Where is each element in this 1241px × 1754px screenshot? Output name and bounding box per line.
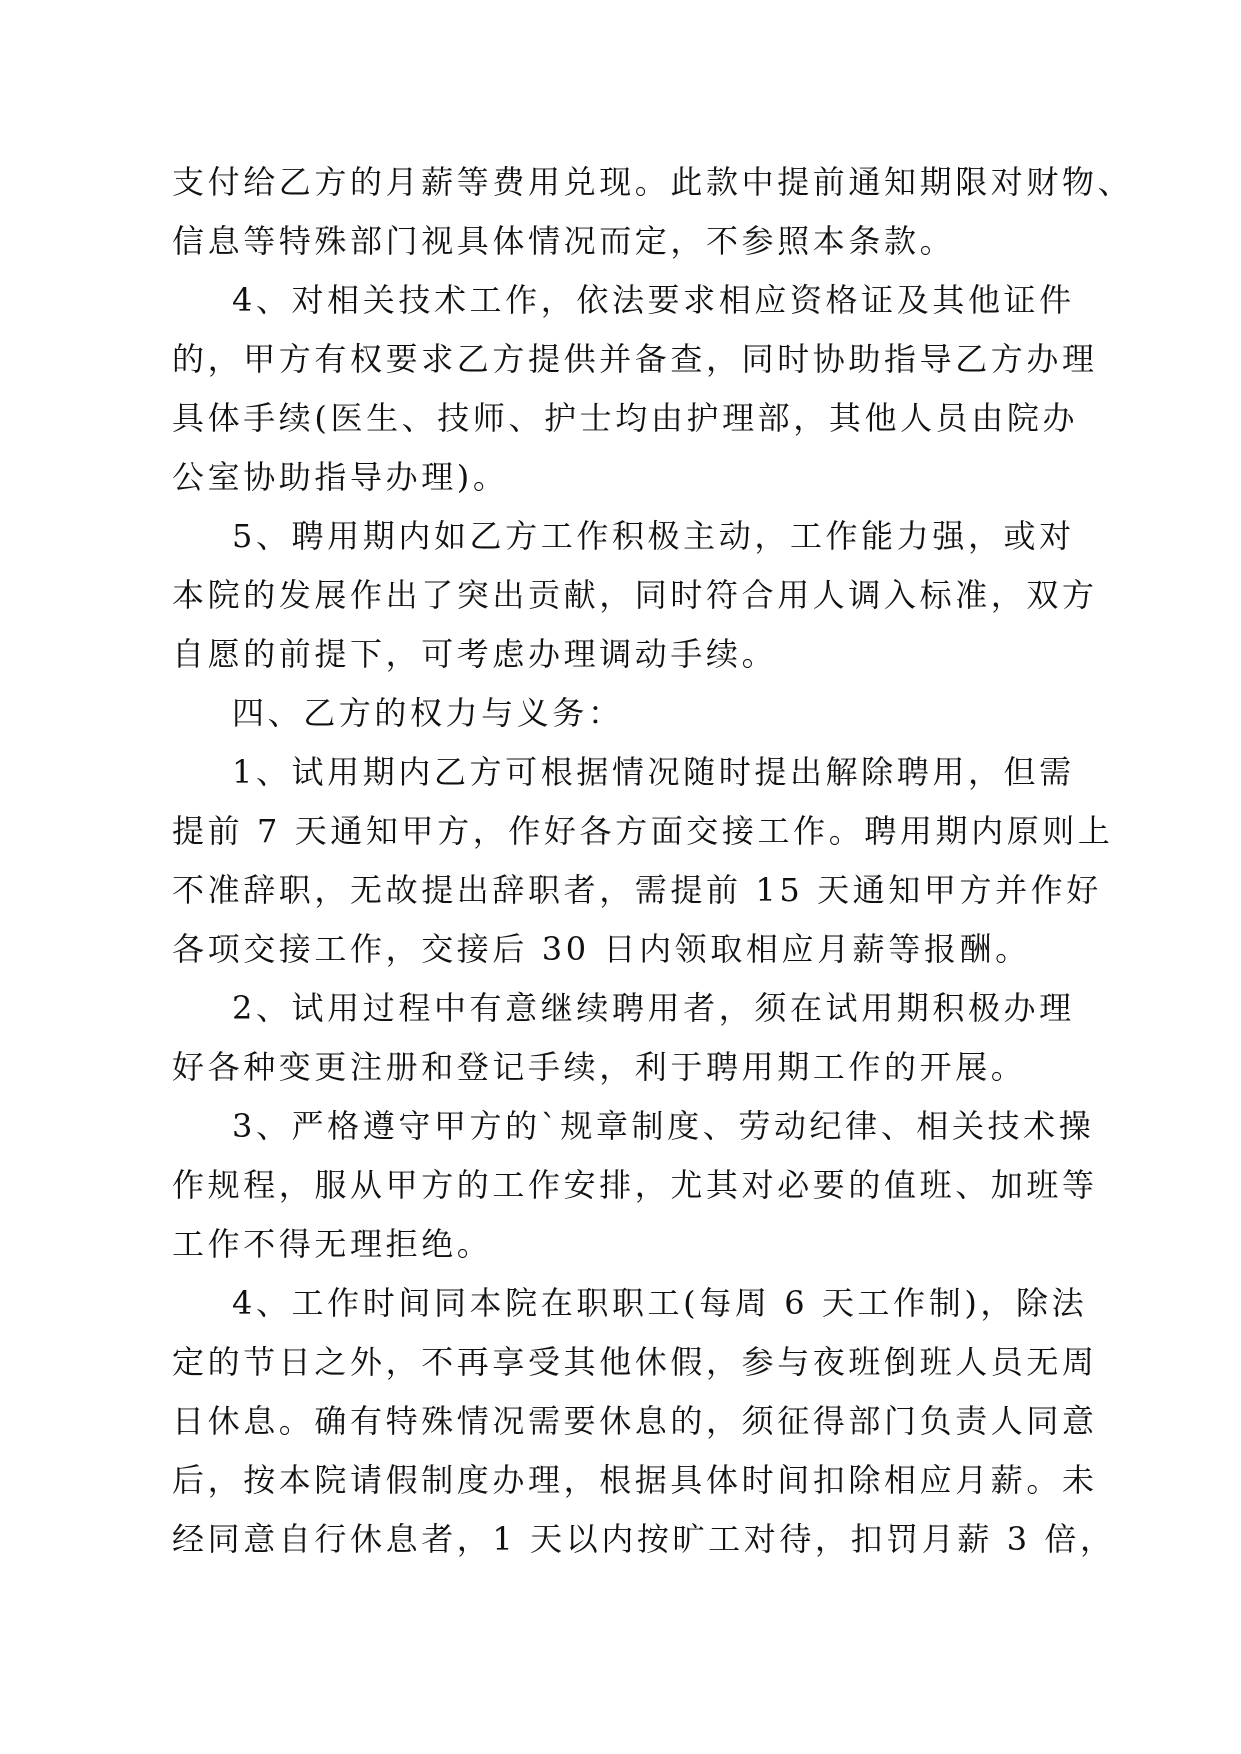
paragraph: [172, 1097, 1112, 1274]
paragraph: [172, 507, 1112, 684]
paragraph-continuation: [172, 153, 1134, 271]
text-line: 自愿的前提下，可考虑办理调动手续。: [172, 635, 778, 673]
text-line: 作规程，服从甲方的工作安排，尤其对必要的值班、加班等: [172, 1166, 1098, 1204]
text-line: 信息等特殊部门视具体情况而定，不参照本条款。: [172, 222, 956, 260]
text-line: 后，按本院请假制度办理，根据具体时间扣除相应月薪。未: [172, 1461, 1098, 1499]
text-line: 提前 7 天通知甲方，作好各方面交接工作。聘用期内原则上: [172, 812, 1114, 850]
section-heading: [172, 684, 1112, 743]
paragraph: [172, 271, 1112, 507]
text-line: 的，甲方有权要求乙方提供并备查，同时协助指导乙方办理: [172, 340, 1098, 378]
text-line: 好各种变更注册和登记手续，利于聘用期工作的开展。: [172, 1048, 1027, 1086]
paragraph: [172, 743, 1112, 979]
text-line: 4、工作时间同本院在职职工(每周 6 天工作制)，除法: [232, 1284, 1088, 1322]
text-line: 支付给乙方的月薪等费用兑现。此款中提前通知期限对财物、: [172, 163, 1134, 201]
text-line: 1、试用期内乙方可根据情况随时提出解除聘用，但需: [232, 753, 1075, 791]
heading-line: 四、乙方的权力与义务：: [232, 694, 624, 732]
text-line: 5、聘用期内如乙方工作积极主动，工作能力强，或对: [232, 517, 1075, 555]
text-line: 定的节日之外，不再享受其他休假，参与夜班倒班人员无周: [172, 1343, 1098, 1381]
text-line: 3、严格遵守甲方的`规章制度、劳动纪律、相关技术操: [232, 1107, 1095, 1145]
document-body: [172, 153, 1134, 1569]
text-line: 日休息。确有特殊情况需要休息的，须征得部门负责人同意: [172, 1402, 1098, 1440]
text-line: 各项交接工作，交接后 30 日内领取相应月薪等报酬。: [172, 930, 1031, 968]
text-line: 具体手续(医生、技师、护士均由护理部，其他人员由院办: [172, 399, 1079, 437]
text-line: 经同意自行休息者，1 天以内按旷工对待，扣罚月薪 3 倍，: [172, 1520, 1116, 1558]
text-line: 2、试用过程中有意继续聘用者，须在试用期积极办理: [232, 989, 1075, 1027]
text-line: 本院的发展作出了突出贡献，同时符合用人调入标准，双方: [172, 576, 1098, 614]
paragraph: [172, 979, 1112, 1097]
text-line: 工作不得无理拒绝。: [172, 1225, 493, 1263]
paragraph: [172, 1274, 1116, 1569]
text-line: 4、对相关技术工作，依法要求相应资格证及其他证件: [232, 281, 1075, 319]
text-line: 公室协助指导办理)。: [172, 458, 509, 496]
text-line: 不准辞职，无故提出辞职者，需提前 15 天通知甲方并作好: [172, 871, 1102, 909]
